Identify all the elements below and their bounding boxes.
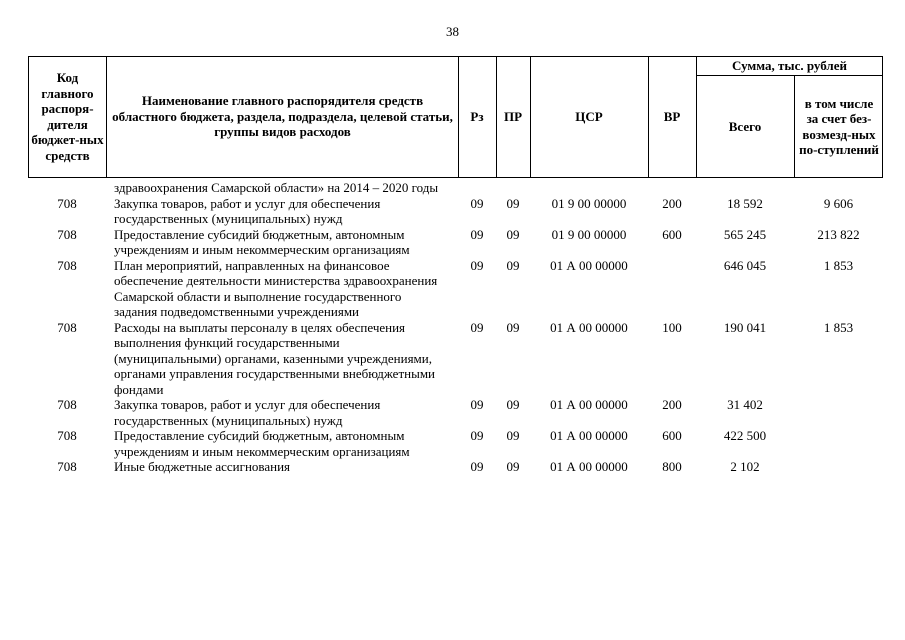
cell-pr: 09 <box>506 257 520 273</box>
header-divider <box>106 56 107 178</box>
table-row <box>28 459 883 475</box>
header-code: Код главного распоря-дителя бюджет-ных средств <box>31 70 104 163</box>
header-sum: Сумма, тыс. рублей <box>732 57 847 73</box>
cell-total: 31 402 <box>727 397 763 412</box>
cell-total: 646 045 <box>723 257 767 273</box>
cell-vr: 800 <box>662 459 682 474</box>
cell-code: 708 <box>57 397 77 412</box>
cell-free: 1 853 <box>823 257 854 273</box>
cell-name: Закупка товаров, работ и услуг для обеспечения государственных (муниципальных) нужд <box>114 397 381 428</box>
page-number: 38 <box>446 24 459 39</box>
cell-total: 565 245 <box>723 226 767 242</box>
cell-vr: 200 <box>662 195 682 211</box>
header-rz: Рз <box>470 108 484 124</box>
header-border-left <box>28 56 29 178</box>
cell-rz: 09 <box>470 195 484 211</box>
cell-code: 708 <box>57 257 77 273</box>
cell-total: 18 592 <box>727 195 763 211</box>
cell-pr: 09 <box>506 226 520 242</box>
cell-csr: 01 А 00 00000 <box>550 319 628 335</box>
header-divider <box>794 75 795 178</box>
cell-csr: 01 9 00 00000 <box>551 226 627 242</box>
cell-total: 2 102 <box>730 459 760 474</box>
cell-name: Закупка товаров, работ и услуг для обеспечения государственных (муниципальных) нужд <box>114 195 381 226</box>
header-name: Наименование главного распорядителя средств областного бюджета, раздела, подраздела, целевой статьи, группы видов расходов <box>112 93 453 140</box>
table-row <box>28 428 883 459</box>
cell-pr: 09 <box>506 319 520 335</box>
cell-pr: 09 <box>506 459 520 474</box>
cell-csr: 01 9 00 00000 <box>551 195 627 211</box>
cell-pr: 09 <box>506 397 520 412</box>
table-header <box>28 56 883 178</box>
cell-total: 422 500 <box>723 428 767 443</box>
cell-name: План мероприятий, направленных на финансовое обеспечение деятельности министерства здравоохранения Самарской области и выполнение государственного задания подведомственными учреждениями <box>114 257 438 319</box>
cell-code: 708 <box>57 319 77 335</box>
cell-free: 1 853 <box>823 319 854 335</box>
cell-vr: 100 <box>662 319 682 335</box>
cell-rz: 09 <box>470 397 484 412</box>
header-free: в том числе за счет без-возмезд-ных по-ступлений <box>799 95 879 157</box>
cell-rz: 09 <box>470 459 484 474</box>
cell-code: 708 <box>57 459 77 474</box>
table-row <box>28 320 883 398</box>
table-row <box>28 180 883 196</box>
cell-vr: 200 <box>662 397 682 412</box>
cell-code: 708 <box>57 195 77 211</box>
cell-csr: 01 А 00 00000 <box>550 257 628 273</box>
cell-csr: 01 А 00 00000 <box>550 397 628 412</box>
cell-pr: 09 <box>506 195 520 211</box>
header-border-bottom <box>28 177 883 178</box>
cell-free: 213 822 <box>817 226 860 242</box>
header-total: Всего <box>728 118 762 134</box>
cell-csr: 01 А 00 00000 <box>550 459 628 474</box>
cell-free: 9 606 <box>823 195 854 211</box>
cell-name: Иные бюджетные ассигнования <box>114 459 291 474</box>
cell-total: 190 041 <box>723 319 767 335</box>
cell-rz: 09 <box>470 319 484 335</box>
table-body <box>28 180 883 475</box>
cell-pr: 09 <box>506 428 520 443</box>
cell-vr: 600 <box>662 428 682 443</box>
table-row <box>28 196 883 227</box>
header-csr: ЦСР <box>575 108 603 124</box>
cell-vr: 600 <box>662 226 682 242</box>
cell-name: Предоставление субсидий бюджетным, автономным учреждениям и иным некоммерческим организациям <box>114 226 410 257</box>
cell-name: Расходы на выплаты персоналу в целях обеспечения выполнения функций государственными (муниципальными) органами, казенными учреждениями, органами управления государственными внебюджетными фондами <box>114 319 436 397</box>
cell-name: Предоставление субсидий бюджетным, автономным учреждениям и иным некоммерческим организациям <box>114 428 410 459</box>
cell-rz: 09 <box>470 428 484 443</box>
table-row <box>28 258 883 320</box>
table-row <box>28 397 883 428</box>
header-vr: ВР <box>663 108 681 124</box>
cell-name: здравоохранения Самарской области» на 2014 – 2020 годы <box>114 180 439 195</box>
cell-csr: 01 А 00 00000 <box>550 428 628 443</box>
cell-code: 708 <box>57 226 77 242</box>
cell-code: 708 <box>57 428 77 443</box>
header-pr: ПР <box>503 108 523 124</box>
cell-rz: 09 <box>470 226 484 242</box>
cell-rz: 09 <box>470 257 484 273</box>
table-row <box>28 227 883 258</box>
